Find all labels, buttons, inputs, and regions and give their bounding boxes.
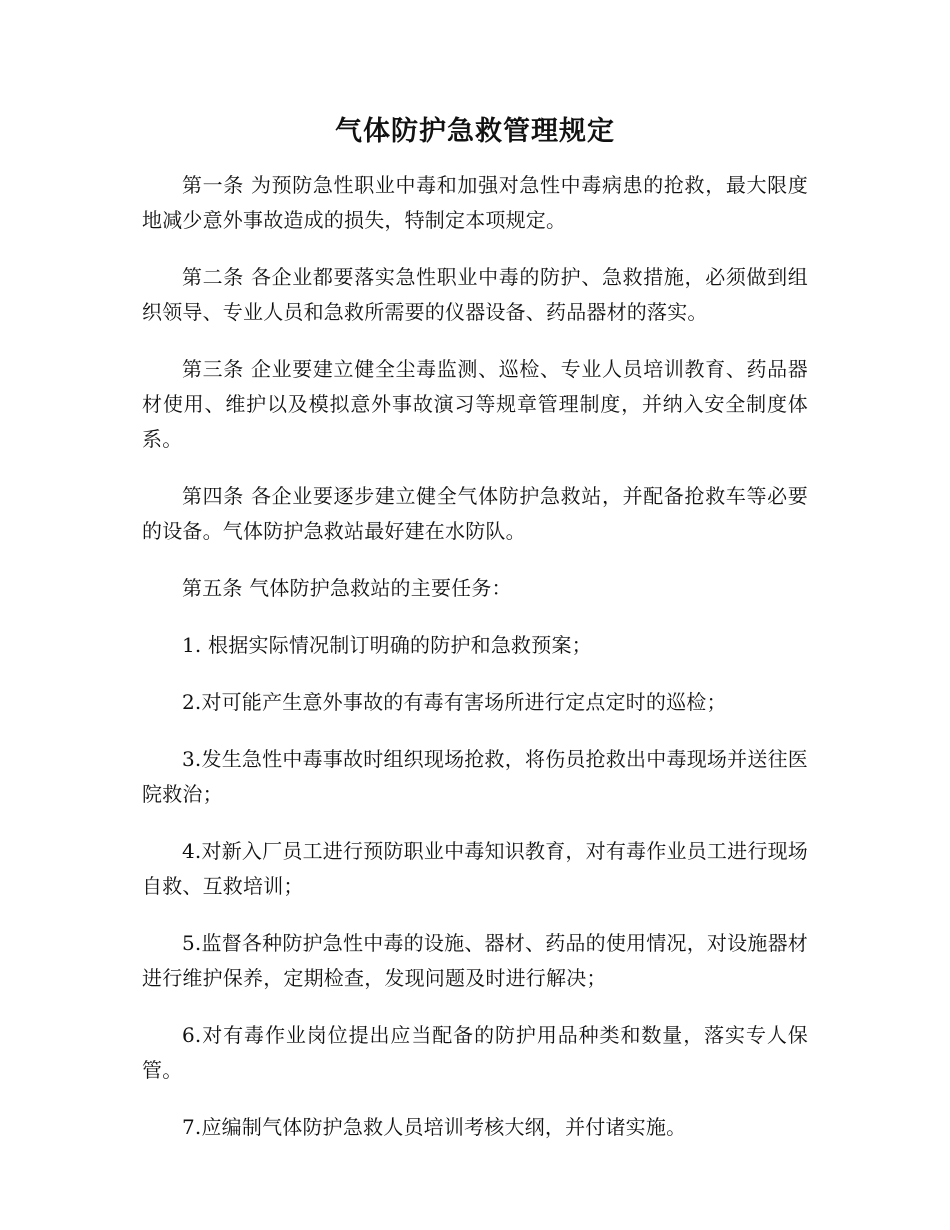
task-item-5: 5.监督各种防护急性中毒的设施、器材、药品的使用情况，对设施器材进行维护保养，定期检查，发现问题及时进行解决；: [142, 931, 808, 990]
article-4: 第四条 各企业要逐步建立健全气体防护急救站，并配备抢救车等必要的设备。气体防护急救站最好建在水防队。: [142, 484, 808, 543]
article-1: 第一条 为预防急性职业中毒和加强对急性中毒病患的抢救，最大限度地减少意外事故造成的损失，特制定本项规定。: [142, 173, 808, 232]
task-item-7: 7.应编制气体防护急救人员培训考核大纲，并付诸实施。: [182, 1115, 687, 1139]
task-item-3: 3.发生急性中毒事故时组织现场抢救，将伤员抢救出中毒现场并送往医院救治；: [142, 747, 808, 806]
document-title: 气体防护急救管理规定: [335, 116, 615, 147]
document-body: [142, 110, 808, 1167]
article-3: 第三条 企业要建立健全尘毒监测、巡检、专业人员培训教育、药品器材使用、维护以及模拟意外事故演习等规章管理制度，并纳入安全制度体系。: [142, 357, 808, 451]
task-item-4: 4.对新入厂员工进行预防职业中毒知识教育，对有毒作业员工进行现场自救、互救培训；: [142, 839, 808, 898]
task-item-6: 6.对有毒作业岗位提出应当配备的防护用品种类和数量，落实专人保管。: [142, 1023, 808, 1082]
article-5-heading: 第五条 气体防护急救站的主要任务：: [182, 576, 512, 600]
article-2: 第二条 各企业都要落实急性职业中毒的防护、急救措施，必须做到组织领导、专业人员和急救所需要的仪器设备、药品器材的落实。: [142, 265, 808, 324]
task-item-1: 1. 根据实际情况制订明确的防护和急救预案；: [182, 633, 592, 657]
task-item-2: 2.对可能产生意外事故的有毒有害场所进行定点定时的巡检；: [182, 690, 727, 714]
